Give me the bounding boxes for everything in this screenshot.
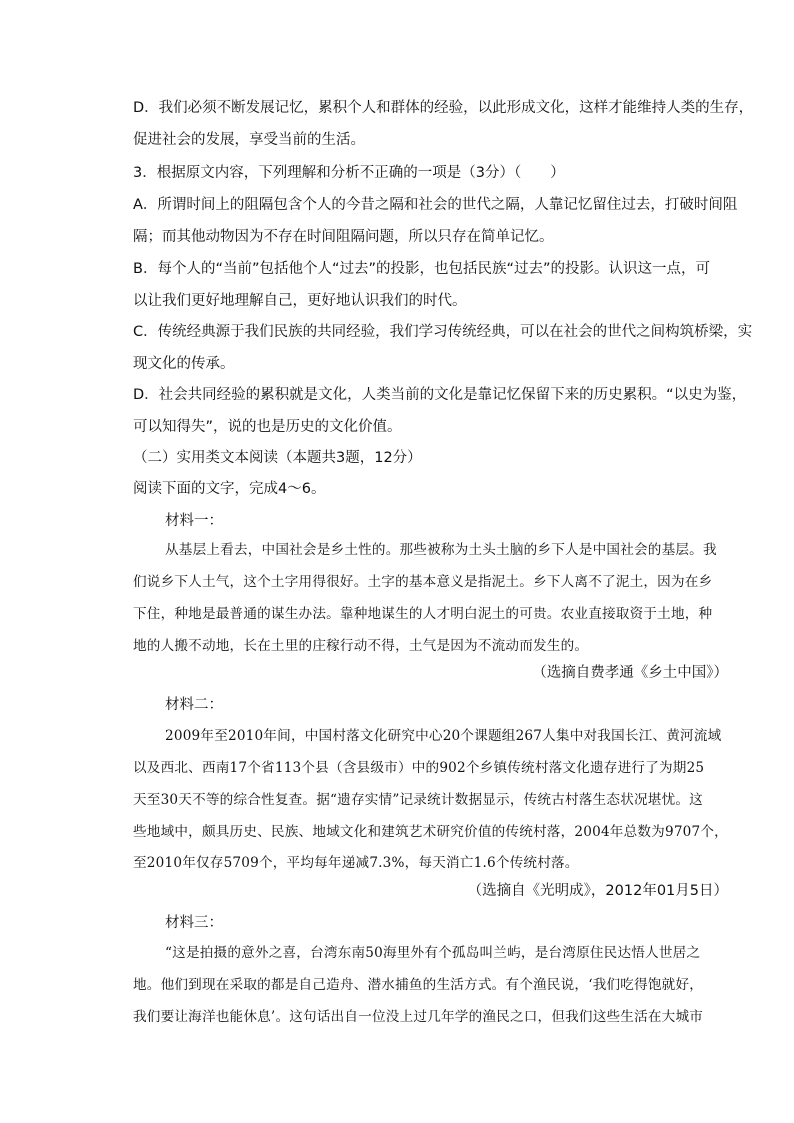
material-2-line: 以及西北、西南17个省113个县（含县级市）中的902个乡镇传统村落文化遗存进行了为期25 (133, 760, 705, 776)
material-3-label: 材料三： (165, 915, 223, 931)
q3-option-c-line-2: 现文化的传承。 (133, 356, 235, 372)
material-3-line: 地。他们到现在采取的都是自己造舟、潜水捕鱼的生活方式。有个渔民说，‘我们吃得饱就好， (133, 977, 704, 993)
q3-option-d-line-2: 可以知得失”，说的也是历史的文化价值。 (133, 419, 402, 435)
q3-option-d-line-1: D．社会共同经验的累积就是文化，人类当前的文化是靠记忆保留下来的历史累积。“以史为鉴， (133, 387, 747, 403)
material-1-label: 材料一： (165, 513, 223, 529)
material-3-line: “这是拍摄的意外之喜，台湾东南50海里外有个孤岛叫兰屿，是台湾原住民达悟人世居之 (165, 945, 701, 961)
q3-option-c-line-1: C．传统经典源于我们民族的共同经验，我们学习传统经典，可以在社会的世代之间构筑桥梁，实 (133, 324, 753, 340)
section-heading: （二）实用类文本阅读（本题共3题，12分） (133, 450, 422, 466)
material-1-line: 地的人搬不动地，长在土里的庄稼行动不得，土气是因为不流动而发生的。 (133, 638, 589, 654)
material-2-source: （选摘自《光明成》，2012年01月5日） (467, 883, 728, 899)
q3-option-a-line-2: 隔；而其他动物因为不存在时间阻隔问题，所以只存在简单记忆。 (133, 229, 554, 245)
material-2-label: 材料二： (165, 697, 223, 713)
q2-option-d-line-1: D．我们必须不断发展记忆，累积个人和群体的经验，以此形成文化，这样才能维持人类的生存， (133, 100, 754, 116)
material-2-line: 至2010年仅存5709个，平均每年递减7.3%，每天消亡1.6个传统村落。 (133, 855, 579, 871)
material-2-line: 2009年至2010年间，中国村落文化研究中心20个课题组267人集中对我国长江、黄河流域 (165, 728, 722, 744)
q3-option-a-line-1: A．所谓时间上的阻隔包含个人的今昔之隔和社会的世代之隔，人靠记忆留住过去，打破时间阻 (133, 197, 738, 213)
q3-option-b-line-1: B．每个人的“当前”包括他个人“过去”的投影，也包括民族“过去”的投影。认识这一点，可 (133, 261, 711, 277)
section-instruction: 阅读下面的文字，完成4～6。 (133, 481, 326, 497)
q3-option-b-line-2: 以让我们更好地理解自己，更好地认识我们的时代。 (133, 293, 467, 309)
material-3-line: 我们要让海洋也能休息’。这句话出自一位没上过几年学的渔民之口，但我们这些生活在大城市 (133, 1009, 704, 1025)
q2-option-d-line-2: 促进社会的发展，享受当前的生活。 (133, 132, 365, 148)
material-1-line: 下住，种地是最普通的谋生办法。靠种地谋生的人才明白泥土的可贵。农业直接取资于土地，种 (133, 606, 713, 622)
material-1-source: （选摘自费孝通《乡土中国》） (532, 665, 728, 681)
q3-stem: 3．根据原文内容，下列理解和分析不正确的一项是（3分）（ ） (133, 165, 565, 181)
material-2-line: 些地域中，颇具历史、民族、地域文化和建筑艺术研究价值的传统村落，2004年总数为9707个， (133, 824, 728, 840)
material-1-line: 们说乡下人土气，这个土字用得很好。土字的基本意义是指泥土。乡下人离不了泥土，因为在乡 (133, 574, 713, 590)
material-2-line: 天至30天不等的综合性复查。据“遗存实情”记录统计数据显示，传统古村落生态状况堪忧。这 (133, 792, 703, 808)
material-1-line: 从基层上看去，中国社会是乡土性的。那些被称为土头土脑的乡下人是中国社会的基层。我 (165, 542, 717, 558)
